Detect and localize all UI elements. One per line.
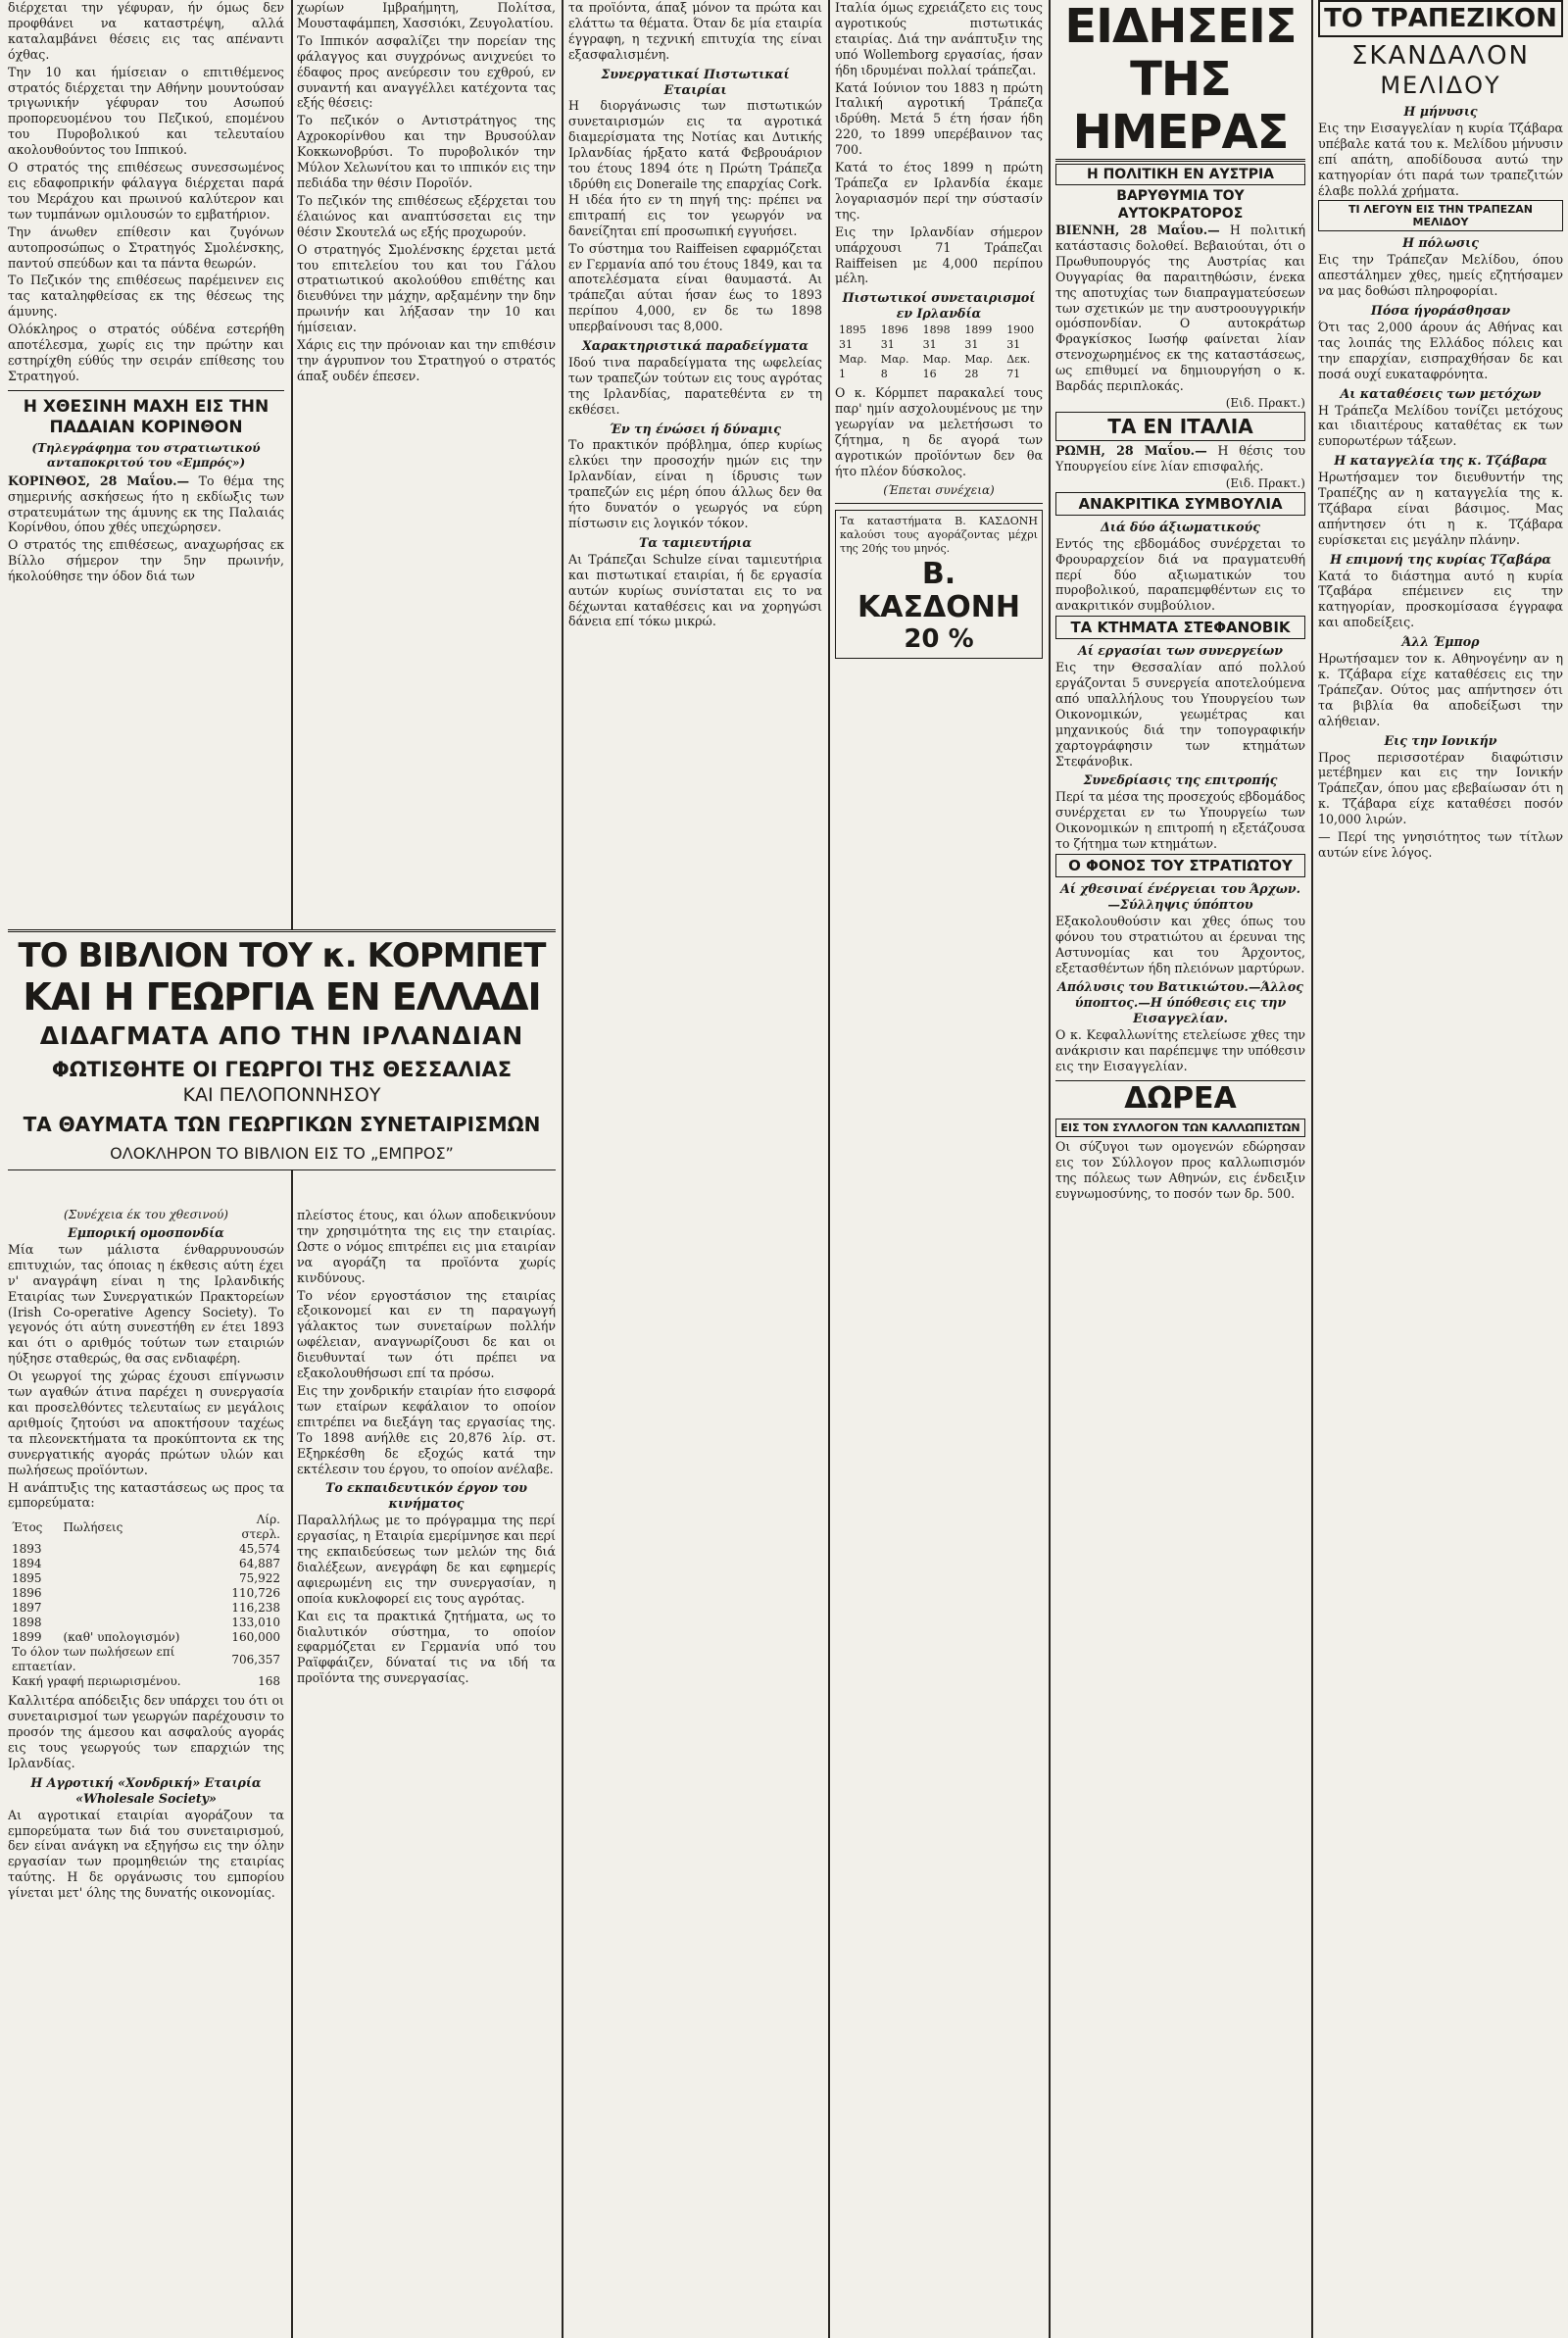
note-cell: [59, 1616, 215, 1630]
table-header: Έτος: [12, 1519, 43, 1534]
paragraph: Οι σύζυγοι των ομογενών εδώρησαν εις τον Σύλλογον προς καλλωπισμόν της πόλεως των Αθηνών, εις ένδειξιν ευγνωμοσύνης, το ποσόν των δρ. 500.: [1055, 1138, 1305, 1201]
paragraph: Ότι τας 2,000 άρουν άς Αθήνας και τας λοιπάς της Ελλάδος πόλεις και την επαρχίαν, εισπραχθήσαν δε και ποσά ουχί ευκαταφρόνητα.: [1318, 319, 1563, 381]
column-3: [568, 0, 822, 2333]
section-heading: Έν τη ένώσει ή δύναμις: [610, 421, 781, 436]
dateline: ΡΩΜΗ, 28 Μαΐου.—: [1055, 442, 1207, 458]
loss-label: Κακή γραφή περιωρισμένου.: [12, 1674, 181, 1689]
sales-table: [8, 1513, 284, 1689]
continued-note: (Συνέχεια έκ του χθεσινού): [64, 1208, 228, 1221]
paragraph: Ηρωτήσαμεν τον κ. Αθηνογένην αν η κ. Τζάβαρα είχε καταθέσεις εις την Τράπεζαν. Ούτος μας απήντησεν ότι τα βιβλία θα αποδείξωσι την αλήθειαν.: [1318, 651, 1563, 728]
paragraph: πλείστος έτους, και όλων αποδεικνύουν την χρησιμότητα της εις την εταιρίας. Ωστε ο νόμος επιτρέπει εις μια εταιρίαν να αγοράζη τα προϊόντα χωρίς κινδύνους.: [297, 1208, 556, 1285]
ad-discount: 20 %: [904, 623, 974, 654]
paragraph: Ο κ. Κόρμπετ παρακαλεί τους παρ' ημίν ασχολουμένους με την γεωργίαν να μελετήσωσι το ζήτημα, η δε αγορά των αγροτικών προϊόντων δεν θα ήτο πλέον δύσκολος.: [835, 385, 1043, 478]
paragraph: Εις την Ιρλανδίαν σήμερον υπάρχουσι 71 Τράπεζαι Raiffeisen με 4,000 περίπου μέλη.: [835, 224, 1043, 286]
paragraph: Ιταλία όμως εχρειάζετο εις τους αγροτικούς πιστωτικάς εταιρίας. Διά την ανάπτυξιν της υπό Wollemborg εργασίας, ήσαν ήδη ιδρυμέναι πολλαί τράπεζαι.: [835, 0, 1043, 77]
value-cell: 110,726: [231, 1586, 280, 1601]
year-cell: 1899: [12, 1630, 42, 1645]
paragraph: Η πολιτική κατάστασις δολοθεί. Βεβαιούται, ότι ο Πρωθυπουργός της Αυστρίας και Ουγγαρίας θα παραιτηθώσιν, ένεκα της αποτυχίας των διαπραγματεύσεων των σχετικών με την αυστροουγγρικήν ομόσπονδίαν. Ο αυτοκράτωρ Φραγκίσκος Ιωσήφ φαίνεται λίαν στενοχωρημένος εκ της καταστάσεως, ως επιθυμεί να δημιουργήση ο κ. Βαρδάς περιπλοκάς.: [1055, 223, 1305, 394]
value-cell: 16: [922, 368, 937, 381]
section-heading: Η Αγροτική «Χονδρική» Εταιρία «Wholesale Society»: [30, 1774, 262, 1806]
source-note: (Ειδ. Πρακτ.): [1225, 395, 1305, 410]
paragraph: Εις την Εισαγγελίαν η κυρία Τζάβαρα υπέβαλε κατά του κ. Μελίδου μήνυσιν επί απάτη, αποδίδουσα αυτώ την κατηγορίαν ότι παρά των τραπεζιτών έλαβε πολλά χρήματα.: [1318, 120, 1563, 198]
value-cell: 133,010: [231, 1616, 280, 1630]
section-heading: Εμπορική ομοσπονδία: [68, 1225, 224, 1240]
date-cell: 31 Μαρ.: [880, 338, 909, 367]
headline-banking: ΤΟ ΤΡΑΠΕΖΙΚΟΝ: [1324, 4, 1557, 33]
paragraph: Η ανάπτυξις της καταστάσεως ως προς τα εμπορεύματα:: [8, 1479, 284, 1511]
section-heading: Αί εργασίαι των συνεργείων: [1077, 643, 1283, 659]
dateline: ΒΙΕΝΝΗ, 28 Μαΐου.—: [1055, 223, 1220, 237]
section-heading: Αί χθεσιναί ένέργειαι του Άρχων.—Σύλληψις ύπόπτου: [1059, 881, 1301, 912]
divider: [8, 1169, 556, 1170]
column-5: [1055, 0, 1305, 2333]
date-cell: 31 Μαρ.: [964, 338, 994, 367]
paragraph: Την άνωθεν επίθεσιν και ζυγόνων αυτοπροσώπως ο Στρατηγός Σμολένσκης, παντού σπεύδων και τα πάντα θεωρών.: [8, 224, 284, 271]
subheadline: (Τηλεγράφημα του στρατιωτικού ανταποκριτού του «Εμπρός»): [31, 440, 261, 470]
korbet-headline-block: [8, 929, 556, 1170]
paragraph: Αι Τράπεζαι Schulze είναι ταμιευτήρια και πιστωτικαί εταιρίαι, ή δε εργασία αυτών κυρίως συνίσταται εις το να δέχωνται καταθέσεις και να χορηγώσι δάνεια επί τόκω μικρώ.: [568, 551, 822, 629]
bank-count-table: [835, 323, 1043, 381]
section-heading: Απόλυσις του Βατικιώτου.—Άλλος ύποπτος.—Η ύπόθεσις εις την Εισαγγελίαν.: [1057, 979, 1303, 1026]
column-rule: [1049, 0, 1051, 2338]
paragraph: Περί τα μέσα της προσεχούς εβδομάδος συνέρχεται εν τω Υπουργείω των Οικονομικών η επιτροπή η εξετάζουσα το ζήτημα των κτημάτων.: [1055, 789, 1305, 852]
headline-battle: Η ΧΘΕΣΙΝΗ ΜΑΧΗ ΕΙΣ ΤΗΝ ΠΑΔΑΙΑΝ ΚΟΡΙΝΘΟΝ: [23, 396, 270, 437]
table-row: [8, 1630, 284, 1645]
value-cell: 64,887: [239, 1557, 280, 1571]
column-rule: [1311, 0, 1313, 2338]
paragraph: Η Τράπεζα Μελίδου τονίζει μετόχους και ιδιαιτέρους καταθέτας εκ των ευπορωτέρων τάξεων.: [1318, 402, 1563, 449]
divider: [8, 929, 556, 932]
year-cell: 1898: [12, 1616, 42, 1630]
headline-lessons-ireland: ΔΙΔΑΓΜΑΤΑ ΑΠΟ ΤΗΝ ΙΡΛΑΝΔΙΑΝ: [39, 1021, 524, 1050]
korbet-article-column-2: [297, 1208, 556, 2333]
year-cell: 1896: [12, 1586, 42, 1601]
news-of-the-day-masthead: ΕΙΔΗΣΕΙΣ ΤΗΣ ΗΜΕΡΑΣ: [1055, 0, 1305, 162]
section-heading: Άλλ Έμπορ: [1401, 634, 1480, 650]
section-heading: Χαρακτηριστικά παραδείγματα: [582, 338, 808, 354]
paragraph: Την 10 και ήμίσειαν ο επιτιθέμενος στρατός διέρχεται την Αθήνην μουντούσαν τριγωνικήν γέφυραν του Ασωπού προπορευομένου του Πεζικού, επομένου του Πυροβολικού και τελευταίου ακολουθούντος του Ιππικού.: [8, 64, 284, 158]
paragraph: Παραλλήλως με το πρόγραμμα της περί εργασίας, η Εταιρία εμερίμνησε και περί της εκπαιδεύσεως των μελών της διά διαλέξεων, ανεγράφη δε και εφημερίς αφιερωμένη εις την συνεργασίαν, η οποία κυκλοφορεί εις τους αγρότας.: [297, 1513, 556, 1606]
value-cell: 116,238: [231, 1601, 280, 1616]
headline-korbet-book: ΤΟ ΒΙΒΛΙΟΝ ΤΟΥ κ. ΚΟΡΜΠΕΤ: [18, 936, 546, 975]
year-cell: 1898: [922, 323, 951, 337]
note-cell: (καθ' υπολογισμόν): [63, 1630, 180, 1645]
paragraph: Το θέμα της σημερινής ασκήσεως ήτο η εκδίωξις των στρατευμάτων της άμυνης εκ της Παλαιάς Κορίνθου, όπου χθές υπεχώρησεν.: [8, 473, 284, 535]
table-row: [8, 1557, 284, 1571]
value-cell: 71: [1006, 368, 1021, 381]
source-note: (Ειδ. Πρακτ.): [1225, 475, 1305, 490]
ad-text: Τα καταστήματα Β. ΚΑΣΔΟΝΗ καλούσι τους αγοράζοντας μέχρι της 20ής του μηνός.: [840, 514, 1038, 555]
section-heading: Το εκπαιδευτικόν έργον του κινήματος: [324, 1480, 528, 1512]
paragraph: Ο στρατός της επιθέσεως, αναχωρήσας εκ Βίλλο σήμερον την 5ην πρωινήν, ήκολούθησε την όδον διά των: [8, 537, 284, 584]
paragraph: Εντός της εβδομάδος συνέρχεται το Φρουραρχείον διά να πραγματευθή περί δύο αξιωματικών του πυροβολικού, παραπεμφθέντων εις το ανακριτικόν συμβούλιον.: [1055, 535, 1305, 614]
paragraph: Η διοργάνωσις των πιστωτικών συνεταιρισμών εις τα αγροτικά διαμερίσματα της Νοτίας και Δυτικής Ιρλανδίας ήρξατο κατά Φεβρουάριον του έτους 1894 ότε η Πρώτη Τράπεζα ιδρύθη εις Doneraile της επαρχίας Cork. Η ιδέα ήτο εν τη πηγή της: πρέπει να επιτραπή εις τον γεωργόν να δανείζηται επί προσωπική εγγυήσει.: [568, 98, 822, 238]
paragraph: Εις την χονδρικήν εταιρίαν ήτο εισφορά των εταίρων κεφάλαιον το οποίον επιτρέπει να διεξάγη τας εργασίας της. Το 1898 ανήλθε εις 20,876 λίρ. στ. Εξηρκέσθη δε εξοχώς κατά την εκτέλεσιν του έργου, το οποίον ανέλαβε.: [297, 1382, 556, 1476]
paragraph: Κατά το έτος 1899 η πρώτη Τράπεζα εν Ιρλανδία έκαμε λογαριασμόν περί την σύστασίν της.: [835, 160, 1043, 222]
paragraph: — Περί της γνησιότητος των τίτλων αυτών είνε λόγος.: [1318, 829, 1563, 860]
headline-emperor: ΒΑΡΥΘΥΜΙΑ ΤΟΥ ΑΥΤΟΚΡΑΤΟΡΟΣ: [1116, 188, 1245, 222]
table-row: [8, 1645, 284, 1674]
paragraph: Το Πεζικόν της επιθέσεως παρέμεινεν εις τας καταληφθείσας εκ της θέσεως της άμυνης.: [8, 273, 284, 320]
column-4: [835, 0, 1043, 2333]
kasdoni-advertisement: [835, 510, 1043, 659]
sum-label: Το όλον των πωλήσεων επί επταετίαν.: [12, 1645, 175, 1674]
paragraph: Ο κ. Κεφαλλωνίτης ετελείωσε χθες την ανάκρισιν και παρέπεμψε την υπόθεσιν εις την Εισαγγελίαν.: [1055, 1027, 1305, 1073]
table-row: [8, 1616, 284, 1630]
year-cell: 1895: [839, 323, 866, 337]
dateline: ΚΟΡΙΝΘΟΣ, 28 Μαΐου.—: [8, 473, 190, 488]
table-row: [8, 1674, 284, 1689]
headline-scandal: ΣΚΑΝΔΑΛΟΝ: [1351, 41, 1530, 71]
korbet-article-column-1: [8, 1208, 284, 2333]
section-heading: Εις την Ιονικήν: [1384, 732, 1497, 748]
table-row: [8, 1601, 284, 1616]
paragraph: Μία των μάλιστα ένθαρρυνουσών επιτυχιών, τας όποιας η έκθεσις αύτη έχει ν' αναγράψη είναι η της Ιρλανδικής Εταιρίας των Συνεργατικών Πρακτορείων (Irish Co-operative Agency Society). Το γεγονός ότι αύτη συνεστήθη εν έτει 1893 και ότι ο αριθμός τούτων των εταιριών ηύξησε σταθερώς, θα σας ενδιαφέρη.: [8, 1241, 284, 1367]
paragraph: Και εις τα πρακτικά ζητήματα, ως το διαλυτικόν σύστημα, το οποίον εφαρμόζεται εν Γερμανία υπό του Ραϊφφάιζεν, δύναταί τις να ιδή τα προϊόντα της συνεργασίας.: [297, 1608, 556, 1686]
year-cell: 1897: [12, 1601, 42, 1616]
value-cell: 1: [839, 368, 846, 381]
paragraph: Ολόκληρος ο στρατός ούδένα εστερήθη αποτέλεσμα, χωρίς εις την πρώτην και εστηρίχθη εύθύς την σειράν επίθεσης του Στρατηγού.: [8, 322, 284, 383]
year-cell: 1893: [12, 1542, 42, 1557]
paragraph: διέρχεται την γέφυραν, ήν όμως δεν προφθάνει να καταστρέψη, αλλά καταλαμβάνει θέσεις εις τας απέναντι όχθας.: [8, 0, 284, 62]
headline-peloponnese: ΚΑΙ ΠΕΛΟΠΟΝΝΗΣΟΥ: [182, 1084, 381, 1106]
column-2: [297, 0, 556, 921]
scandal-headline-box: [1318, 0, 1563, 37]
section-heading: Πόσα ήγοράσθησαν: [1370, 303, 1511, 319]
paragraph: Το νέον εργοστάσιον της εταιρίας εξοικονομεί και εν τη παραγωγή γάλακτος των συνεταίρων πολλήν ωφέλειαν, αναγνωρίζουσι δε και οι διευθυνταί των ότι πρέπει να εξακολουθήσωσι επί τα πρόσω.: [297, 1287, 556, 1381]
year-cell: 1896: [880, 323, 908, 337]
date-cell: 31 Δεκ.: [1006, 338, 1031, 367]
section-heading: Συνεργατικαί Πιστωτικαί Εταιρίαι: [601, 66, 790, 97]
table-header: Λίρ. στερλ.: [241, 1513, 280, 1542]
headline-wonders-cooperatives: ΤΑ ΘΑΥΜΑΤΑ ΤΩΝ ΓΕΩΡΓΙΚΩΝ ΣΥΝΕΤΑΙΡΙΣΜΩΝ: [23, 1113, 541, 1136]
section-heading: Τα ταμιευτήρια: [638, 534, 753, 550]
table-row: [8, 1586, 284, 1601]
value-cell: 8: [880, 368, 888, 381]
paragraph: Το πρακτικόν πρόβλημα, όπερ κυρίως ελκύει την προσοχήν ημών εις την Ιρλανδίαν, είναι η ίδρυσις των τραπεζών εις μέρη όπου άλλως δεν θα ήτο δυνατόν ο γεωργός να εύρη πίστωσιν εις λογικόν τόκον.: [568, 437, 822, 530]
sum-value: 706,357: [231, 1652, 280, 1666]
table-row: [8, 1542, 284, 1557]
year-cell: 1894: [12, 1557, 42, 1571]
value-cell: 75,922: [239, 1571, 280, 1586]
section-heading: Διά δύο άξιωματικούς: [1101, 519, 1260, 534]
headline-greek-agriculture: ΚΑΙ Η ΓΕΩΡΓΙΑ ΕΝ ΕΛΛΑΔΙ: [23, 975, 541, 1019]
paragraph: Αι αγροτικαί εταιρίαι αγοράζουν τα εμπορεύματα των διά του συνεταιρισμού, δεν είναι ανάγκη να εξηγήσω εις την όλην εργασίαν των προμηθειών της εταιρίας ταύτης. Η δε οργάνωσις του εμπορίου γίνεται μετ' όλης της δυνατής οικονομίας.: [8, 1807, 284, 1901]
paragraph: Εξακολουθούσιν και χθες όπως του φόνου του στρατιώτου αι έρευναι της Αστυνομίας και του Άρχοντος, εξετασθέντων ήδη πλειόνων μαρτύρων.: [1055, 913, 1305, 975]
loss-value: 168: [258, 1674, 280, 1689]
section-heading: Πιστωτικοί συνεταιρισμοί εν Ιρλανδία: [842, 290, 1036, 322]
paragraph: Ηρωτήσαμεν τον διευθυντήν της Τραπέζης αν η καταγγελία της κ. Τζάβαρα είναι βάσιμος. Μας απήντησεν ότι η κ. Τζάβαρα ευρίσκεται εις μεγάλην πλάνην.: [1318, 470, 1563, 547]
section-heading: Συνεδρίασις της επιτροπής: [1083, 772, 1278, 788]
paragraph: Ο στρατηγός Σμολένσκης έρχεται μετά του επιτελείου του και του Γάλου στρατιωτικού ακολούθου επιθέτης και διευθύνει την μάχην, αρξαμένην την δην πρωινήν και λήξασαν την 10 και ήμίσειαν.: [297, 241, 556, 335]
headline-soldier-murder: Ο ΦΟΝΟΣ ΤΟΥ ΣΤΡΑΤΙΩΤΟΥ: [1055, 854, 1305, 877]
note-cell: [59, 1586, 215, 1601]
continued-note: (Έπεται συνέχεια): [883, 482, 995, 497]
paragraph: Κατά το διάστημα αυτό η κυρία Τζαβάρα επέμεινεν εις την κατηγορίαν, προσκομίσασα έγγραφα και αποδείξεις.: [1318, 568, 1563, 630]
note-cell: [59, 1542, 215, 1557]
headline-what-they-say: ΤΙ ΛΕΓΟΥΝ ΕΙΣ ΤΗΝ ΤΡΑΠΕΖΑΝ ΜΕΛΙΔΟΥ: [1318, 200, 1563, 231]
value-cell: 28: [964, 368, 979, 381]
divider: [835, 503, 1043, 504]
column-1: [8, 0, 284, 921]
divider: [8, 390, 284, 391]
paragraph: Το Ιππικόν ασφαλίζει την πορείαν της φάλαγγος και συγχρόνως ανιχνεύει το έδαφος προς ανεύρεσιν του εχθρού, εν συναντή και αναγγέλλει κατέχοντα τας εξής θέσεις:: [297, 32, 556, 111]
paragraph: χωρίων Ιμβραήμητη, Πολίτσα, Μουσταφάμπεη, Χασσιόκι, Ζευγολατίου.: [297, 0, 556, 30]
paragraph: Το πεζικόν ο Αντιστράτηγος της Αχροκορίνθου και την Βρυσούλαν Κοκκωνοβρύσι. Το πυροβολικόν την Μύλον Χελωνίτου και το ιππικόν εις την πεδιάδα την θέσιν Ποροϊόν.: [297, 113, 556, 190]
headline-beautifiers: ΕΙΣ ΤΟΝ ΣΥΛΛΟΓΟΝ ΤΩΝ ΚΑΛΛΩΠΙΣΤΩΝ: [1055, 1119, 1305, 1137]
year-cell: 1895: [12, 1571, 42, 1586]
section-heading: Η μήνυσις: [1403, 104, 1478, 119]
section-heading: Η καταγγελία της κ. Τζάβαρα: [1334, 453, 1547, 469]
paragraph: Κατά Ιούνιον του 1883 η πρώτη Ιταλική αγροτική Τράπεζα ιδρύθη. Μετά 5 έτη ήσαν ήδη 220, το 1899 υπερέβαινον τας 700.: [835, 79, 1043, 158]
column-rule: [828, 0, 830, 2338]
value-cell: 160,000: [231, 1630, 280, 1645]
paragraph: Το πεζικόν της επιθέσεως εξέρχεται του έλαιώνος και αναπτύσσεται εις την θέσιν Σκουτελά ως εξής προχωρούν.: [297, 192, 556, 239]
section-heading: Αι καταθέσεις των μετόχων: [1340, 385, 1542, 401]
paragraph: τα προϊόντα, άπαξ μόνον τα πρώτα και ελάττω τα θέματα. Όταν δε μία εταιρία έγγραφη, η τεχνική επιτυχία της είναι εξασφαλισμένη.: [568, 0, 822, 62]
date-cell: 31 Μαρ.: [922, 338, 952, 367]
paragraph: Ιδού τινα παραδείγματα της ωφελείας των τραπεζών τούτων εις τους αγρότας της Ιρλανδίας, παρατεθέντα εν τη εκθέσει.: [568, 354, 822, 417]
paragraph: Η θέσις του Υπουργείου είνε λίαν επισφαλής.: [1055, 442, 1305, 473]
headline-austria: Η ΠΟΛΙΤΙΚΗ ΕΝ ΑΥΣΤΡΙΑ: [1055, 164, 1305, 185]
paragraph: Καλλιτέρα απόδειξις δεν υπάρχει του ότι οι συνεταιρισμοί των γεωργών παρέχουσιν το προσόν της άμεσου και ασφαλούς αγοράς εις τους γεωργούς των επαρχιών της Ιρλανδίας.: [8, 1693, 284, 1770]
headline-farmers-thessaly: ΦΩΤΙΣΘΗΤΕ ΟΙ ΓΕΩΡΓΟΙ ΤΗΣ ΘΕΣΣΑΛΙΑΣ: [51, 1058, 513, 1081]
headline-whole-book: ΟΛΟΚΛΗΡΟΝ ΤΟ ΒΙΒΛΙΟΝ ΕΙΣ ΤΟ „ΕΜΠΡΟΣ”: [110, 1144, 454, 1163]
paragraph: Οι γεωργοί της χώρας έχουσι επίγνωσιν των αγαθών άτινα παρέχει η συνεργασία και προσελθόντες τελευταίως εν μεγάλοις αριθμοίς ζητούσι να αποκτήσουν ταχέως τα πλεονεκτήματα τα προκύπτοντα εκ της συνεργατικής αγοράς πρώτων υλών και πωλήσεως προϊόντων.: [8, 1368, 284, 1477]
ad-brand: Β. ΚΑΣΔΟΝΗ: [858, 556, 1020, 624]
year-cell: 1900: [1006, 323, 1035, 337]
note-cell: [59, 1571, 215, 1586]
headline-donation: ΔΩΡΕΑ: [1055, 1080, 1305, 1117]
year-cell: 1899: [964, 323, 993, 337]
headline-melidou: ΜΕΛΙΔΟΥ: [1380, 72, 1501, 99]
paragraph: Ο στρατός της επιθέσεως συνεσσωμένος εις εδαφοπρικήν φάλαγγα διέρχεται παρά του Μεράχου και πρωινού καλύτερον και των τυμπάνων ομιλουσών το εμβατήριον.: [8, 160, 284, 222]
headline-councils: ΑΝΑΚΡΙΤΙΚΑ ΣΥΜΒΟΥΛΙΑ: [1055, 492, 1305, 516]
column-6: [1318, 0, 1563, 2333]
date-cell: 31 Μαρ.: [839, 338, 867, 367]
value-cell: 45,574: [239, 1542, 280, 1557]
table-header: Πωλήσεις: [63, 1519, 123, 1534]
paragraph: Το σύστημα του Raiffeisen εφαρμόζεται εν Γερμανία από του έτους 1849, και τα αποτελέσματα είναι θαυμαστά. Αι τράπεζαι αύται ήσαν έως το 1893 περίπου 4,000, εν δε τω 1898 υπερβαίνουσι τας 8,000.: [568, 240, 822, 334]
note-cell: [59, 1601, 215, 1616]
paragraph: Χάρις εις την πρόνοιαν και την επιθέσιν την άγρυπνον του Στρατηγού ο στρατός άπαξ ουδέν έπεσεν.: [297, 337, 556, 383]
table-row: [8, 1571, 284, 1586]
section-heading: Η επιμονή της κυρίας Τζαβάρα: [1330, 551, 1551, 567]
headline-stefanovik: ΤΑ ΚΤΗΜΑΤΑ ΣΤΕΦΑΝΟΒΙΚ: [1055, 616, 1305, 639]
paragraph: Προς περισσοτέραν διαφώτισιν μετέβημεν και εις την Ιονικήν Τράπεζαν, όπου μας εβεβαίωσαν ότι η κ. Τζάβαρα είχε καταθέσει ποσόν 10,000 λιρών.: [1318, 749, 1563, 827]
column-rule: [562, 0, 564, 2338]
section-heading: Η πόλωσις: [1402, 235, 1479, 251]
paragraph: Εις την Θεσσαλίαν από πολλού εργάζονται 5 συνεργεία αποτελούμενα από υπαλλήλους του Υπουργείου των Οικονομικών, γεωμέτρας και μηχανικούς διά την τοπογραφικήν χαρτογράφησιν των κτημάτων Στεφάνοβικ.: [1055, 660, 1305, 769]
headline-italy: ΤΑ ΕΝ ΙΤΑΛΙΑ: [1055, 412, 1305, 441]
paragraph: Εις την Τράπεζαν Μελίδου, όπου απεστάλημεν χθες, ημείς εζητήσαμεν να μας δοθώσι πληροφορίαι.: [1318, 252, 1563, 299]
note-cell: [59, 1557, 215, 1571]
